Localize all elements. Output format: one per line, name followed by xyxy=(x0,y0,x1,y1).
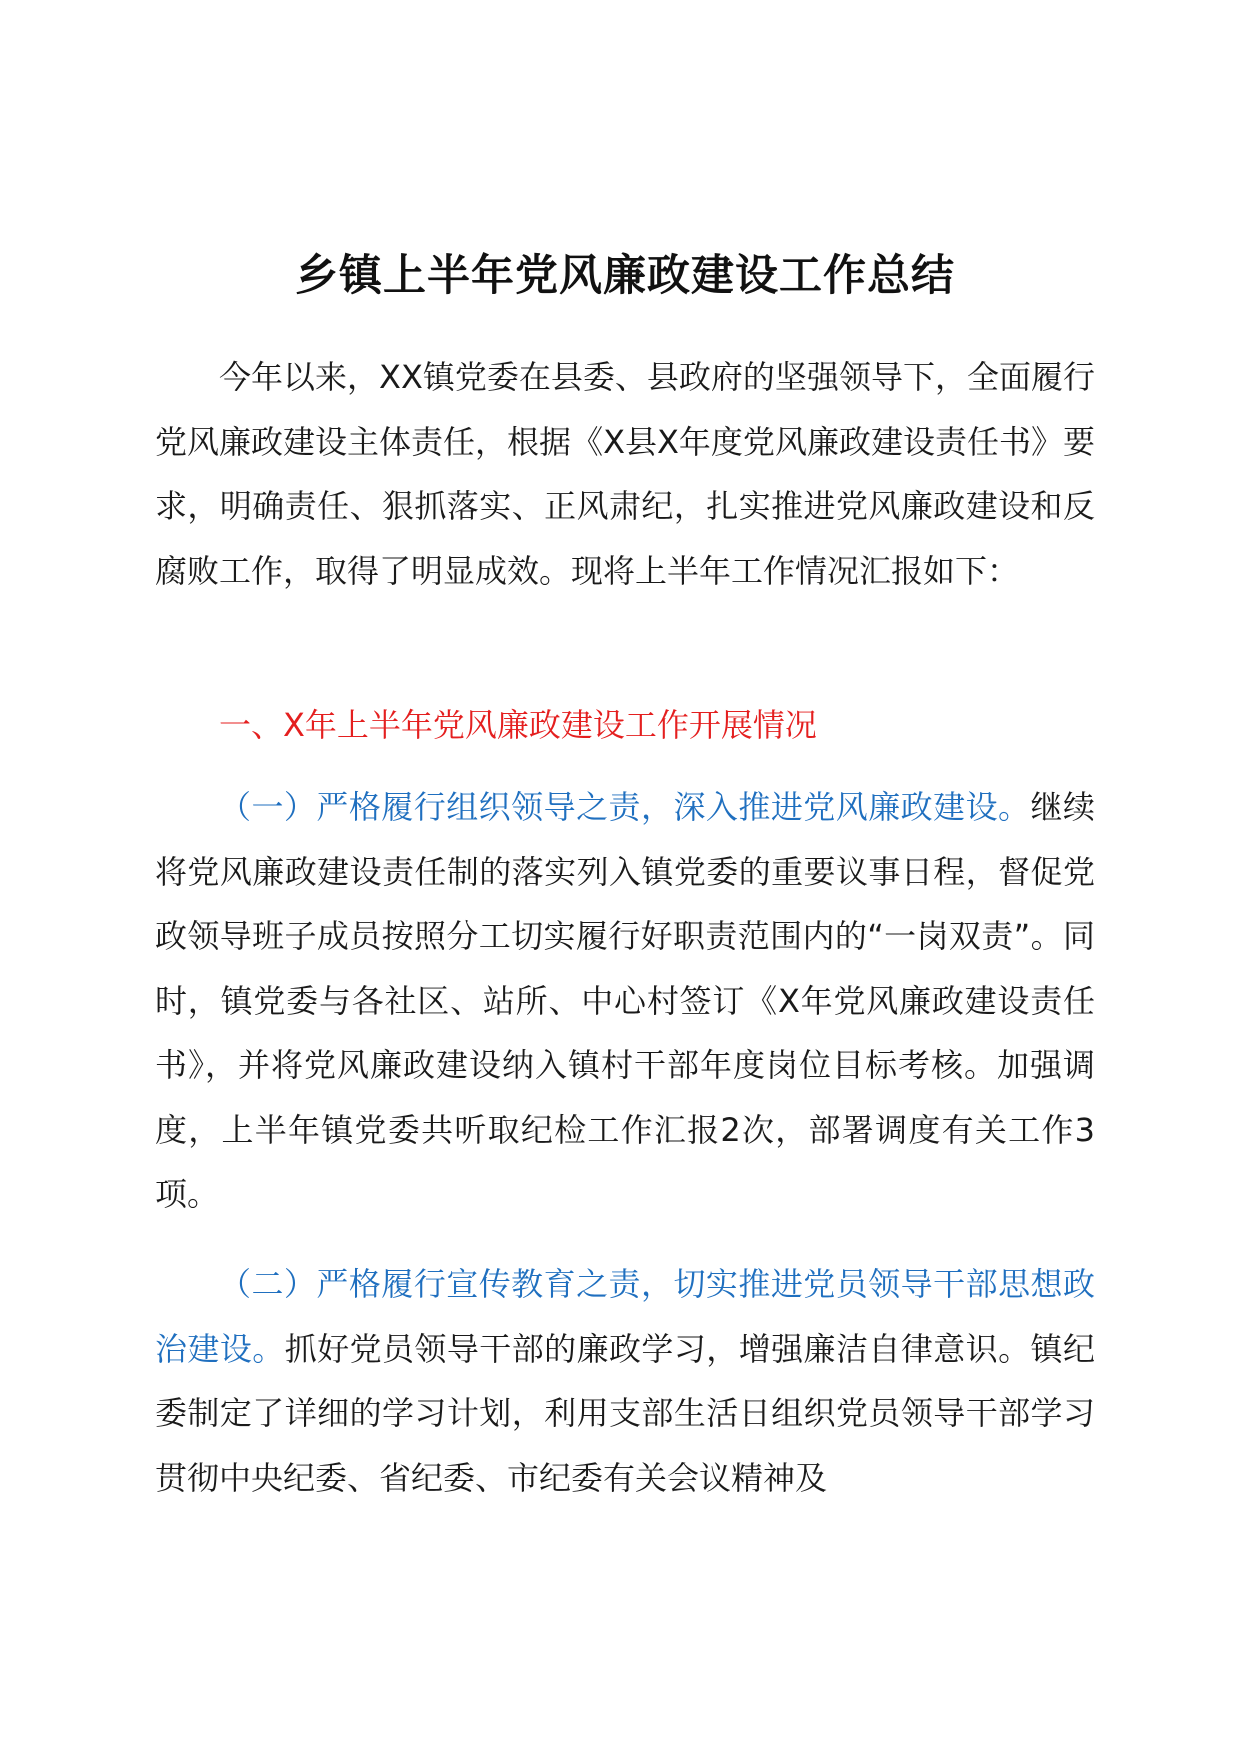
subsection-2-heading: （二）严格履行宣传教育之责，切实推进党员领导干部思想政治建设。 xyxy=(155,1265,1095,1368)
subsection-1-paragraph xyxy=(155,775,1095,1227)
intro-paragraph: 今年以来，XX镇党委在县委、县政府的坚强领导下，全面履行党风廉政建设主体责任，根据《X县X年度党风廉政建设责任书》要求，明确责任、狠抓落实、正风肃纪，扎实推进党风廉政建设和反腐败工作，取得了明显成效。现将上半年工作情况汇报如下： xyxy=(155,358,1095,590)
subsection-2-paragraph xyxy=(155,1252,1095,1510)
document-title: 乡镇上半年党风廉政建设工作总结 xyxy=(295,251,955,301)
section-heading: 一、X年上半年党风廉政建设工作开展情况 xyxy=(219,706,817,744)
subsection-1-body: 继续将党风廉政建设责任制的落实列入镇党委的重要议事日程，督促党政领导班子成员按照分工切实履行好职责范围内的“一岗双责”。同时，镇党委与各社区、站所、中心村签订《X年党风廉政建设责任书》，并将党风廉政建设纳入镇村干部年度岗位目标考核。加强调度，上半年镇党委共听取纪检工作汇报2次，部署调度有关工作3项。 xyxy=(155,788,1095,1213)
subsection-2-body: 抓好党员领导干部的廉政学习，增强廉洁自律意识。镇纪委制定了详细的学习计划，利用支部生活日组织党员领导干部学习贯彻中央纪委、省纪委、市纪委有关会议精神及 xyxy=(155,1329,1095,1497)
subsection-1-heading: （一）严格履行组织领导之责，深入推进党风廉政建设。 xyxy=(219,788,1031,826)
